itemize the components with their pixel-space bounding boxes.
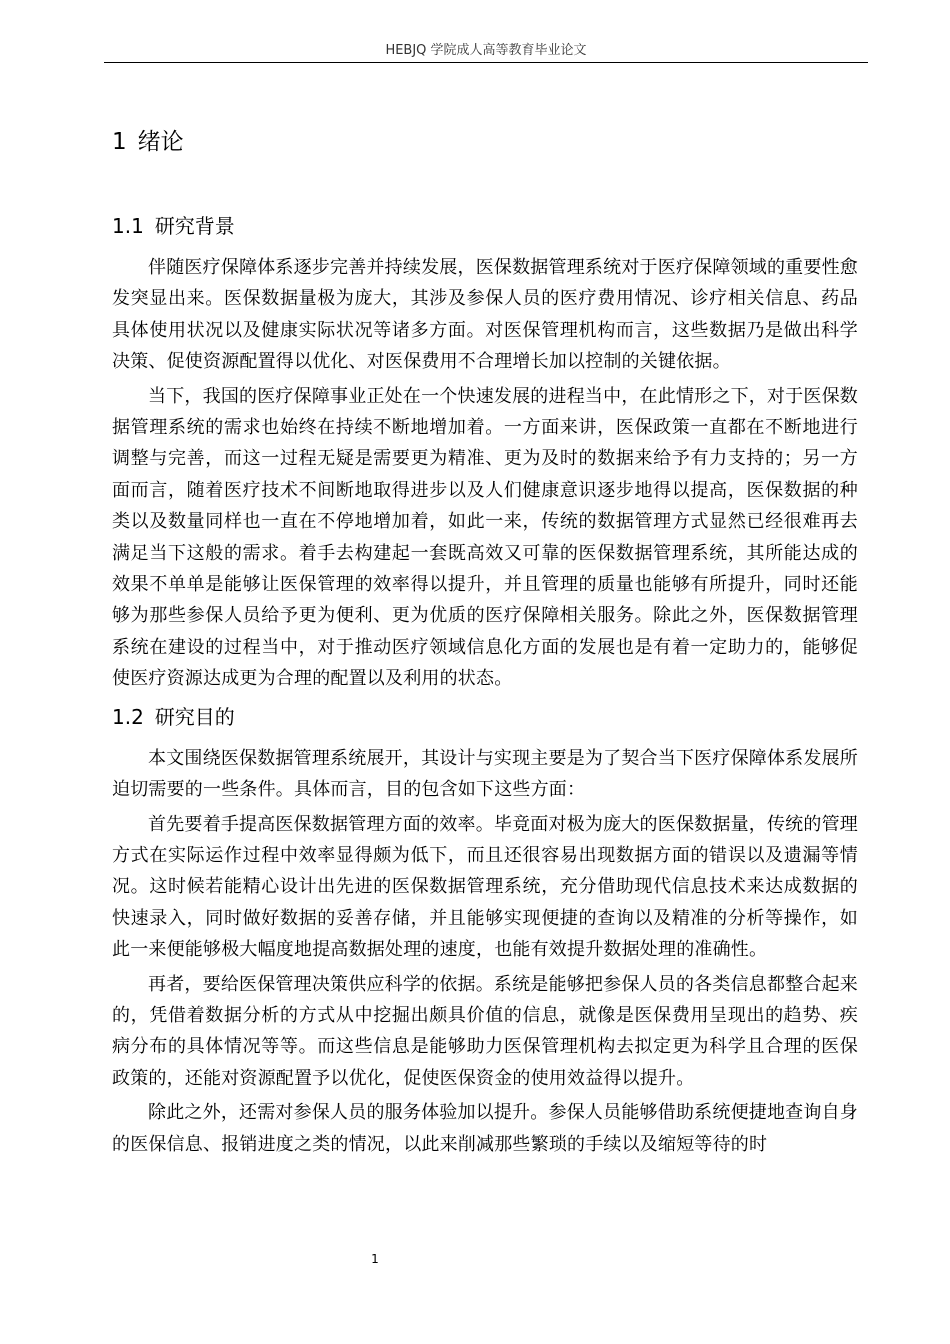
paragraph: 再者，要给医保管理决策供应科学的依据。系统是能够把参保人员的各类信息都整合起来的，凭借着数据分析的方式从中挖掘出颇具价值的信息，就像是医保费用呈现出的趋势、疾病分布的具体情况等等。而这些信息是能够助力医保管理机构去拟定更为科学且合理的医保政策的，还能对资源配置予以优化，促使医保资金的使用效益得以提升。 [112, 973, 858, 1089]
page-body [112, 118, 858, 1160]
paragraph: 本文围绕医保数据管理系统展开，其设计与实现主要是为了契合当下医疗保障体系发展所迫切需要的一些条件。具体而言，目的包含如下这些方面： [112, 747, 858, 801]
section-title: 研究目的 [154, 704, 235, 729]
section-number: 1.2 [112, 704, 144, 729]
page-number: 1 [371, 1252, 379, 1266]
paragraph: 伴随医疗保障体系逐步完善并持续发展，医保数据管理系统对于医疗保障领域的重要性愈发突显出来。医保数据量极为庞大，其涉及参保人员的医疗费用情况、诊疗相关信息、药品具体使用状况以及健康实际状况等诸多方面。对医保管理机构而言，这些数据乃是做出科学决策、促使资源配置得以优化、对医保费用不合理增长加以控制的关键依据。 [112, 257, 858, 373]
chapter-heading [112, 122, 858, 162]
paragraph: 除此之外，还需对参保人员的服务体验加以提升。参保人员能够借助系统便捷地查询自身的医保信息、报销进度之类的情况，以此来削减那些繁琐的手续以及缩短等待的时 [112, 1102, 858, 1155]
chapter-number: 1 [112, 129, 127, 155]
paragraph: 当下，我国的医疗保障事业正处在一个快速发展的进程当中，在此情形之下，对于医保数据管理系统的需求也始终在持续不断地增加着。一方面来讲，医保政策一直都在不断地进行调整与完善，而这一过程无疑是需要更为精准、更为及时的数据来给予有力支持的；另一方面而言，随着医疗技术不间断地取得进步以及人们健康意识逐步地得以提高，医保数据的种类以及数量同样也一直在不停地增加着，如此一来，传统的数据管理方式显然已经很难再去满足当下这般的需求。着手去构建起一套既高效又可靠的医保数据管理系统，其所能达成的效果不单单是能够让医保管理的效率得以提升，并且管理的质量也能够有所提升，同时还能够为那些参保人员给予更为便利、更为优质的医疗保障相关服务。除此之外，医保数据管理系统在建设的过程当中，对于推动医疗领域信息化方面的发展也是有着一定助力的，能够促使医疗资源达成更为合理的配置以及利用的状态。 [112, 385, 858, 690]
section-title: 研究背景 [154, 214, 235, 238]
running-header: HEBJQ 学院成人高等教育毕业论文 [385, 43, 587, 58]
section-number: 1.1 [112, 214, 144, 238]
section-heading [112, 700, 858, 734]
chapter-title: 绪论 [137, 129, 184, 155]
header-divider [104, 62, 868, 63]
section-heading [112, 209, 858, 243]
paragraph: 首先要着手提高医保数据管理方面的效率。毕竟面对极为庞大的医保数据量，传统的管理方式在实际运作过程中效率显得颇为低下，而且还很容易出现数据方面的错误以及遗漏等情况。这时候若能精心设计出先进的医保数据管理系统，充分借助现代信息技术来达成数据的快速录入，同时做好数据的妥善存储，并且能够实现便捷的查询以及精准的分析等操作，如此一来便能够极大幅度地提高数据处理的速度，也能有效提升数据处理的准确性。 [112, 813, 858, 961]
